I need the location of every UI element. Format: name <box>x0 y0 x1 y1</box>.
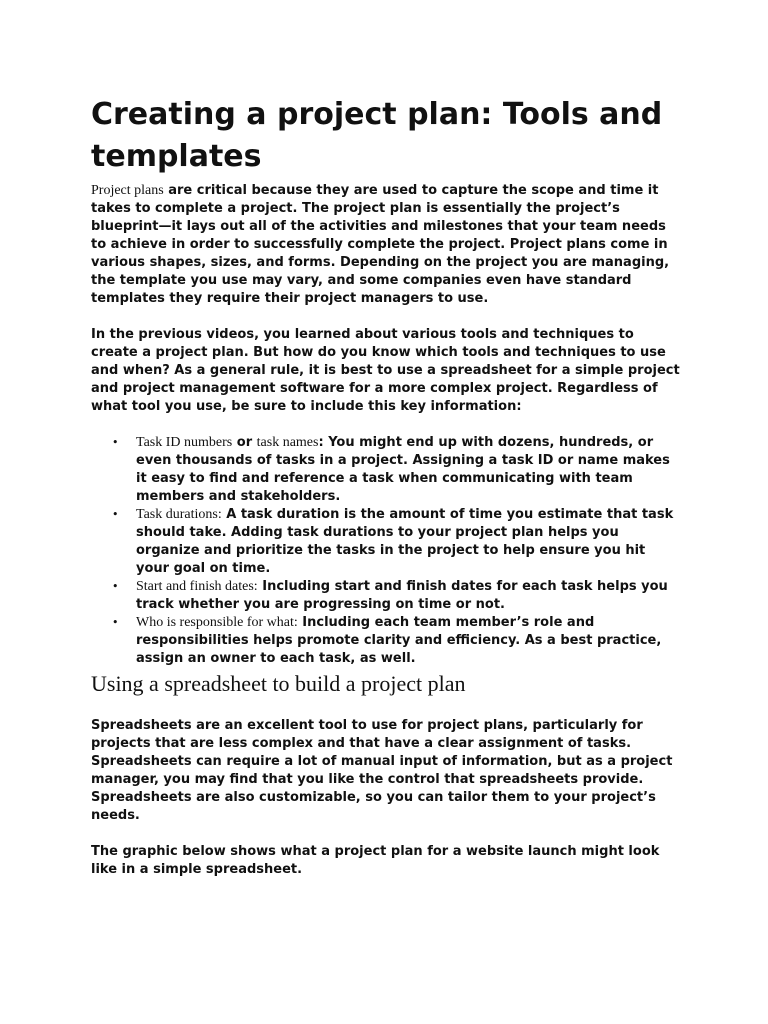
graphic-intro-paragraph: The graphic below shows what a project plan for a website launch might look like in a simple spreadsheet. <box>91 844 660 877</box>
key-info-list <box>91 434 681 668</box>
list-item <box>112 578 681 614</box>
bullet-icon: • <box>112 616 119 629</box>
list-item-text: A task duration is the amount of time you estimate that task should take. Adding task durations to your project plan helps you organize and prioritize the tasks in the project to help ensure you hit your goal on time. <box>136 507 674 576</box>
list-item-text: : You might end up with dozens, hundreds, or even thousands of tasks in a project. Assigning a task ID or name makes it easy to find and reference a task when communicating with team members and stakeholders. <box>136 435 670 504</box>
list-item-connector: or <box>232 435 257 450</box>
intro-text: are critical because they are used to capture the scope and time it takes to complete a project. The project plan is essentially the project’s blueprint—it lays out all of the activities and milestones that your team needs to achieve in order to successfully complete the project. Project plans come in various shapes, sizes, and forms. Depending on the project you are managing, the template you use may vary, and some companies even have standard templates they require their project managers to use. <box>91 183 670 306</box>
list-item-text: Including each team member’s role and responsibilities helps promote clarity and efficiency. As a best practice, assign an owner to each task, as well. <box>136 615 662 666</box>
list-item <box>112 506 681 578</box>
spreadsheet-paragraph: Spreadsheets are an excellent tool to use for project plans, particularly for projects that are less complex and that have a clear assignment of tasks. Spreadsheets can require a lot of manual input of information, but as a project manager, you may find that you like the control that spreadsheets provide. Spreadsheets are also customizable, so you can tailor them to your project’s needs. <box>91 718 673 823</box>
tools-paragraph: In the previous videos, you learned about various tools and techniques to create a project plan. But how do you know which tools and techniques to use and when? As a general rule, it is best to use a spreadsheet for a simple project and project management software for a more complex project. Regardless of what tool you use, be sure to include this key information: <box>91 327 680 414</box>
intro-paragraph <box>91 182 681 308</box>
list-item-text: Including start and finish dates for each task helps you track whether you are progressing on time or not. <box>136 579 668 612</box>
section-heading: Using a spreadsheet to build a project plan <box>91 671 466 696</box>
list-item-lead: Who is responsible for what: <box>136 615 298 630</box>
page-title: Creating a project plan: Tools and templates <box>91 97 663 174</box>
bullet-icon: • <box>112 508 119 521</box>
bullet-icon: • <box>112 580 119 593</box>
list-item-lead: Task durations: <box>136 507 222 522</box>
document-page <box>91 94 681 879</box>
list-item-lead-secondary: task names <box>256 435 319 450</box>
list-item-lead: Start and finish dates: <box>136 579 258 594</box>
list-item <box>112 434 681 506</box>
bullet-icon: • <box>112 436 119 449</box>
intro-lead: Project plans <box>91 183 164 198</box>
list-item <box>112 614 681 668</box>
list-item-lead: Task ID numbers <box>136 435 233 450</box>
